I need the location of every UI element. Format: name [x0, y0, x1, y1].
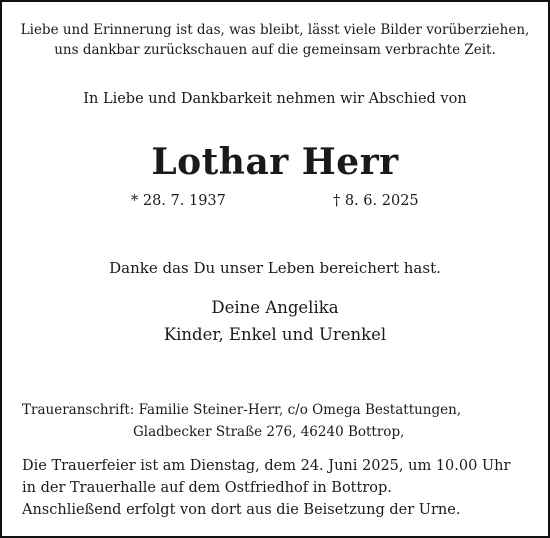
- thanks-text: Danke das Du unser Leben bereichert hast.: [109, 259, 441, 277]
- death-date: † 8. 6. 2025: [333, 193, 419, 209]
- ceremony-line: in der Trauerhalle auf dem Ostfriedhof in Bottrop.: [22, 480, 392, 496]
- poem: [0, 20, 550, 60]
- family-line: Deine Angelika: [211, 298, 339, 317]
- ceremony-info: [22, 455, 510, 521]
- poem-line: uns dankbar zurückschauen auf die gemeinsam verbrachte Zeit.: [54, 42, 496, 58]
- address-line: Gladbecker Straße 276, 46240 Bottrop,: [133, 424, 405, 440]
- ceremony-line: Die Trauerfeier ist am Dienstag, dem 24. Juni 2025, um 10.00 Uhr: [22, 458, 511, 474]
- intro-text: In Liebe und Dankbarkeit nehmen wir Abschied von: [83, 91, 467, 107]
- family-line: Kinder, Enkel und Urenkel: [163, 325, 387, 344]
- ceremony-line: Anschließend erfolgt von dort aus die Beisetzung der Urne.: [22, 502, 461, 518]
- address-line: Traueranschrift: Familie Steiner-Herr, c/o Omega Bestattungen,: [22, 402, 462, 418]
- birth-date: * 28. 7. 1937: [131, 193, 226, 209]
- poem-line: Liebe und Erinnerung ist das, was bleibt, lässt viele Bilder vorüberziehen,: [20, 22, 530, 38]
- deceased-name: Lothar Herr: [151, 141, 399, 183]
